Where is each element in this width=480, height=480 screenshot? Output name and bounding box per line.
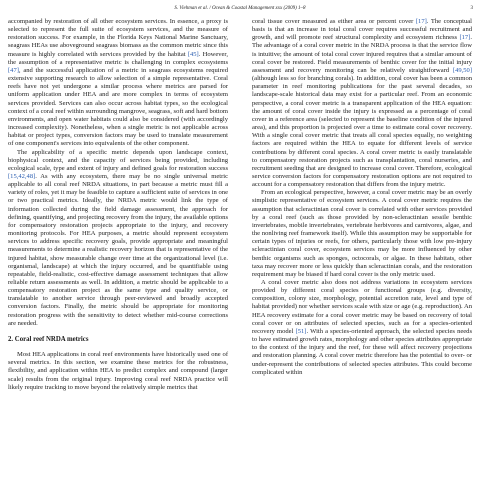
right-column <box>252 18 472 377</box>
citation-link[interactable]: [49,50] <box>452 66 472 74</box>
body-paragraph: A coral cover metric also does not address variations in ecosystem services provided by different coral species or functional groups (e.g. diversity, composition, colony size, morphology, potential accretion rate, level and type of habitat provided) nor whether services scale with size or age (e.g. reproduction). An HEA recovery estimate for a coral cover metric may be based on recovery of total coral cover or on attributes of selected species, such as for a species-oriented recovery model [51]. With a species-oriented approach, the selected species needs to have estimated growth rates, morphology and other species attributes appropriate to the context of the injury and the reef, for these will affect recovery projections and restoration planning. A coral cover metric therefore has the potential to over- or under-represent the contributions of selected species attributes. This could become complicated within <box>252 279 472 376</box>
left-paragraphs-after <box>8 351 228 392</box>
citation-link[interactable]: [45] <box>187 50 199 58</box>
running-head: S. Viehman et al. / Ocean & Coastal Management xxx (2009) 1–8 <box>174 6 306 11</box>
body-paragraph: From an ecological perspective, however, a coral cover metric may be an overly simplistic representative of ecosystem services. A coral cover metric requires the assumption that scleractinian coral cover is correlated with other services provided by a coral reef (such as those provided by non-scleractinian sessile benthic invertebrates, mobile invertebrates, vertebrate herbivores and carnivores, algae, and the nonliving reef framework itself). While this assumption may be supportable for certain types of injuries or reefs, for others, particularly those with low pre-injury scleractinian coral cover, ecosystem services may be more influenced by other benthic organisms such as sponges, octocorals, or algae. In these habitats, other taxa may recover more or less quickly than scleractinian corals, and the restoration requirement may be biased if hard coral cover is the only metric used. <box>252 189 472 278</box>
right-paragraphs <box>252 18 472 377</box>
citation-link[interactable]: [51] <box>295 327 307 335</box>
citation-link[interactable]: [15,42,48] <box>8 172 36 180</box>
citation-link[interactable]: [47] <box>8 66 19 74</box>
section-heading: 2. Coral reef NRDA metrics <box>8 335 89 343</box>
left-column <box>8 18 228 392</box>
left-paragraphs-before <box>8 18 228 328</box>
page-header <box>0 4 480 13</box>
body-paragraph: coral tissue cover measured as either area or percent cover [17]. The conceptual basis is that an increase in total coral cover requires successful recruitment and growth, and will promote reef structural complexity and ecosystem richness [17]. The advantage of a coral cover metric in the NRDA process is that the service flow is intuitive; the amount of total coral cover injured requires that a similar amount of coral cover be restored. Field measurements of benthic cover for the initial injury assessment and recovery monitoring can be relatively straightforward [49,50] (although less so for branching corals). In addition, coral cover has been a common parameter in reef monitoring publications for the past several decades, so landscape-scale historical data may exist for a particular reef. From an economic perspective, a coral cover metric is a transparent application of the HEA equation: the amount of coral cover inside the injury is expressed as a percentage of coral cover in a reference area (selected to represent the baseline condition of the injured area), and this proportion is projected over a time to estimate coral cover recovery. With a single coral cover metric that treats all coral species equally, no weighting factors are required within the HEA to equate for different levels of service contributions by different coral species. A coral cover metric is easily translatable to compensatory restoration projects such as transplantation, coral nurseries, and recruitment seeding that are designed to increase coral cover. Therefore, ecological service conversion factors for compensatory restoration options are not required to account for a compensatory restoration that differs from the injury metric. <box>252 18 472 189</box>
page-number: 3 <box>470 6 473 11</box>
citation-link[interactable]: [17] <box>415 18 427 25</box>
body-paragraph: accompanied by restoration of all other ecosystem services. In essence, a proxy is selected to represent the full suite of ecosystem services, and the measure of restoration success. For example, in the Florida Keys National Marine Sanctuary, seagrass HEAs use aboveground seagrass biomass as the common metric since this measure is highly correlated with services provided by the habitat [45]. However, the assumption of a representative metric is challenging in complex ecosystems [47], and the successful application of a metric in seagrass ecosystems required extensive supporting research to allow selection of a simple representative. Coral reefs have not yet undergone a similar process where metrics are parsed for uniform application under HEA and are more complex in terms of ecosystem services provided. Services can also occur across habitat types, so the ecological context of a coral reef within surrounding mangrove, seagrass, soft and hard bottom environments, and open water habitats could also be considered (with accordingly increased complexity). Nonetheless, when a single metric is not applicable across habitat or project types, conversion factors may be used to translate measurement of one component's services into equivalents of the other component. <box>8 18 228 148</box>
citation-link[interactable]: [17] <box>459 34 471 42</box>
body-paragraph: Most HEA applications in coral reef environments have historically used one of several metrics. In this section, we examine these metrics for the robustness, flexibility, and application within HEA to predict complex and compound (larger scale) results from the original injury. Improving coral reef NRDA practice will likely require tracking to move beyond the relatively simple metrics that <box>8 351 228 391</box>
body-paragraph: The applicability of a specific metric depends upon landscape context, biophysical context, and the capacity of services being provided, including ecological scale, type and extent of injury and defined goals for restoration success [15,42,48]. As with any ecosystem, there may be no single universal metric applicable to all coral reef NRDA situations, in part because a metric must fill a variety of roles, yet it may be feasible to capture a sufficient suite of services in one or two practical metrics. Ideally, the NRDA metric would link the type of information collected during the field damage assessment, the approach for defining, quantifying, and projecting recovery from the injury, the available options for compensatory restoration projects appropriate to the injury, and recovery monitoring protocols. For HEA purposes, a metric should represent ecosystem services to address specific recovery goals, provide appropriate and meaningful measurements to determine a realistic recovery horizon that is representative of the injured habitat, show measurable change over time at the organizational level (i.e. organismal, landscape) at which the injury occurred, and be quantifiable using repeatable, field-realistic, cost-effective damage assessment techniques that allow reliable return assessments as well. In addition, a metric should be applicable to a compensatory restoration project as the same type and quality service, or translatable to another service through peer-reviewed and broadly accepted conversion factors. Finally, the metric should be appropriate for monitoring restoration progress with the sensitivity to detect whether mid-course corrections are needed. <box>8 148 228 327</box>
